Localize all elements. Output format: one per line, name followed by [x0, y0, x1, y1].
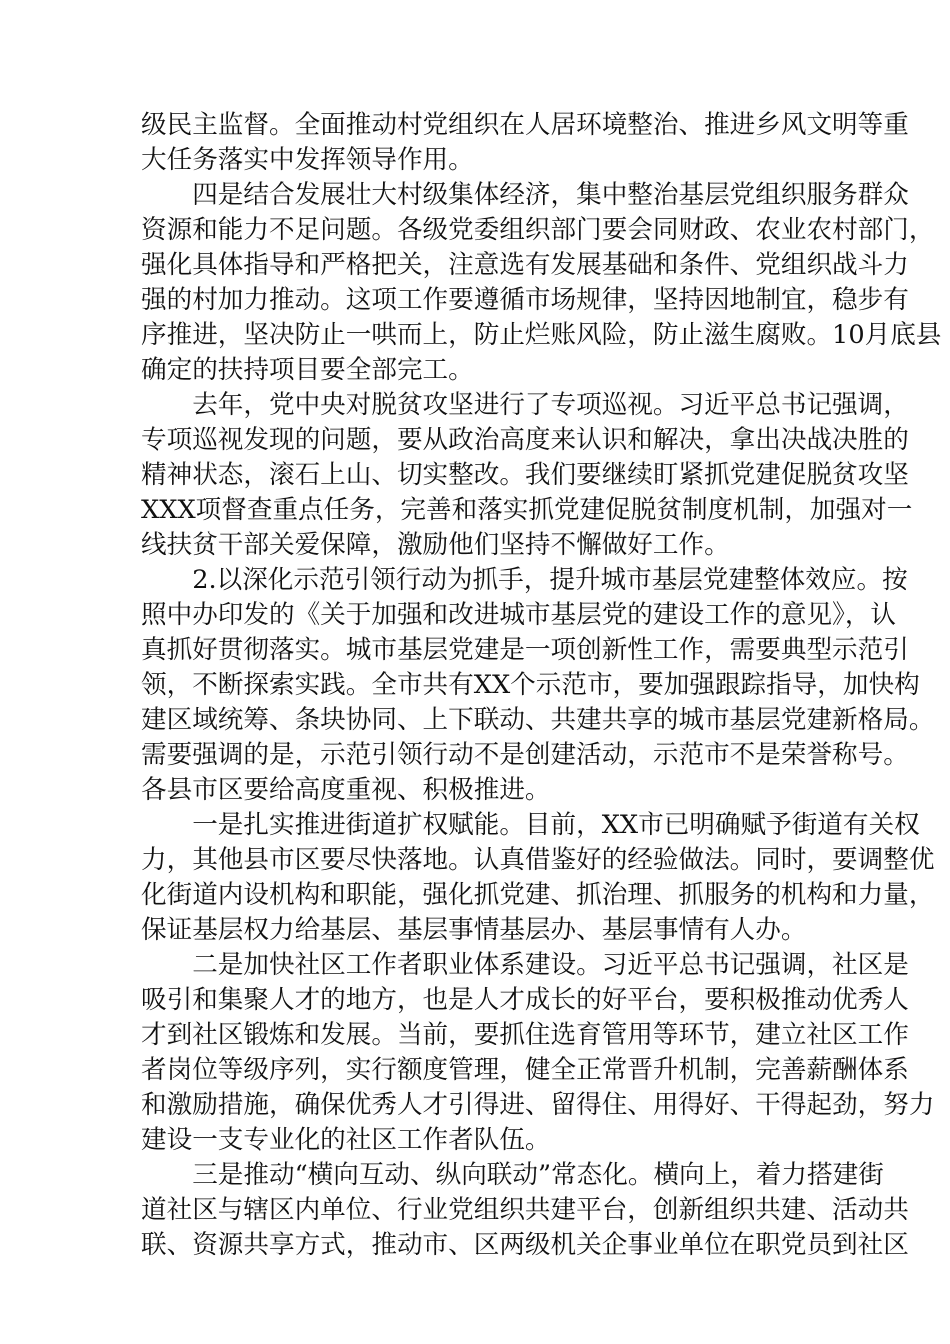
text-line: 序推进，坚决防止一哄而上，防止烂账风险，防止滋生腐败。10月底县 — [141, 320, 942, 350]
text-line: 强化具体指导和严格把关，注意选有发展基础和条件、党组织战斗力 — [141, 250, 909, 280]
text-line: 二是加快社区工作者职业体系建设。习近平总书记强调，社区是 — [141, 950, 909, 980]
text-line: 去年，党中央对脱贫攻坚进行了专项巡视。习近平总书记强调， — [141, 390, 909, 420]
text-line: 资源和能力不足问题。各级党委组织部门要会同财政、农业农村部门， — [141, 215, 935, 245]
text-line: 专项巡视发现的问题，要从政治高度来认识和解决，拿出决战决胜的 — [141, 425, 909, 455]
text-line: 领，不断探索实践。全市共有XX个示范市，要加强跟踪指导，加快构 — [141, 670, 920, 700]
text-line: 精神状态，滚石上山、切实整改。我们要继续盯紧抓党建促脱贫攻坚 — [141, 460, 909, 490]
text-line: 吸引和集聚人才的地方，也是人才成长的好平台，要积极推动优秀人 — [141, 985, 909, 1015]
paragraph — [141, 108, 909, 178]
text-line: 线扶贫干部关爱保障，激励他们坚持不懈做好工作。 — [141, 530, 730, 560]
paragraph — [141, 948, 935, 1158]
text-line: 力，其他县市区要尽快落地。认真借鉴好的经验做法。同时，要调整优 — [141, 845, 935, 875]
text-line: 各县市区要给高度重视、积极推进。 — [141, 775, 551, 805]
text-line: 真抓好贯彻落实。城市基层党建是一项创新性工作，需要典型示范引 — [141, 635, 909, 665]
paragraph — [141, 808, 935, 948]
text-line: 化街道内设机构和职能，强化抓党建、抓治理、抓服务的机构和力量， — [141, 880, 935, 910]
text-line: 才到社区锻炼和发展。当前，要抓住选育管用等环节，建立社区工作 — [141, 1020, 909, 1050]
text-line: 需要强调的是，示范引领行动不是创建活动，示范市不是荣誉称号。 — [141, 740, 909, 770]
text-line: XXX项督查重点任务，完善和落实抓党建促脱贫制度机制，加强对一 — [141, 495, 913, 525]
text-line: 联、资源共享方式，推动市、区两级机关企事业单位在职党员到社区 — [141, 1230, 909, 1260]
text-line: 确定的扶持项目要全部完工。 — [141, 355, 474, 385]
text-line: 照中办印发的《关于加强和改进城市基层党的建设工作的意见》，认 — [141, 600, 897, 630]
paragraph — [141, 388, 913, 563]
text-line: 2.以深化示范引领行动为抓手，提升城市基层党建整体效应。按 — [141, 565, 908, 595]
text-line: 一是扎实推进街道扩权赋能。目前，XX市已明确赋予街道有关权 — [141, 810, 920, 840]
paragraph — [141, 563, 935, 808]
text-line: 和激励措施，确保优秀人才引得进、留得住、用得好、干得起劲，努力 — [141, 1090, 935, 1120]
text-line: 建设一支专业化的社区工作者队伍。 — [141, 1125, 551, 1155]
paragraph — [141, 1158, 909, 1263]
text-line: 大任务落实中发挥领导作用。 — [141, 145, 474, 175]
document-body — [141, 108, 942, 1263]
text-line: 保证基层权力给基层、基层事情基层办、基层事情有人办。 — [141, 915, 807, 945]
text-line: 级民主监督。全面推动村党组织在人居环境整治、推进乡风文明等重 — [141, 110, 909, 140]
text-line: 强的村加力推动。这项工作要遵循市场规律，坚持因地制宜，稳步有 — [141, 285, 909, 315]
text-line: 建区域统筹、条块协同、上下联动、共建共享的城市基层党建新格局。 — [141, 705, 935, 735]
text-line: 四是结合发展壮大村级集体经济，集中整治基层党组织服务群众 — [141, 180, 909, 210]
text-line: 者岗位等级序列，实行额度管理，健全正常晋升机制，完善薪酬体系 — [141, 1055, 909, 1085]
paragraph — [141, 178, 942, 388]
text-line: 三是推动“横向互动、纵向联动”常态化。横向上，着力搭建街 — [141, 1160, 884, 1190]
text-line: 道社区与辖区内单位、行业党组织共建平台，创新组织共建、活动共 — [141, 1195, 909, 1225]
